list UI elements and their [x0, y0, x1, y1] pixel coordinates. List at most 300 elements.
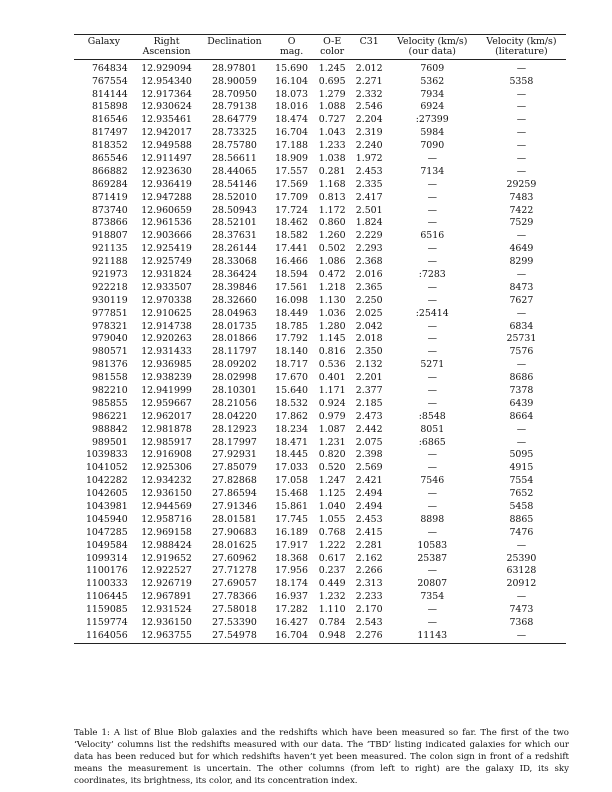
table-cell: 989501: [91, 436, 128, 448]
table-cell: 17.058: [275, 475, 308, 487]
table-cell: 2.313: [355, 578, 383, 590]
table-cell: 25731: [506, 333, 537, 345]
column-header: Declination: [199, 35, 269, 48]
table-cell: 15.468: [275, 488, 308, 500]
table-cell: 18.582: [275, 230, 308, 242]
table-cell: 16.189: [275, 526, 308, 538]
table-row: [74, 60, 566, 75]
table-row: [74, 269, 566, 282]
table-cell: 12.963755: [134, 630, 200, 644]
table-cell: —: [516, 127, 527, 139]
table-cell: 12.922527: [141, 565, 192, 577]
table-row: [74, 282, 566, 295]
table-cell: 918807: [91, 230, 128, 242]
table-cell: 985855: [91, 397, 128, 409]
table-cell: 28.52101: [212, 217, 257, 229]
table-row: [74, 320, 566, 333]
table-row: [74, 191, 566, 204]
table-row: [74, 359, 566, 372]
table-header: [74, 35, 566, 60]
table-cell: 1.280: [318, 320, 346, 332]
table-cell: 1.087: [318, 423, 346, 435]
table-cell: 2.543: [355, 617, 383, 629]
table-cell: 12.923630: [141, 165, 192, 177]
table-cell: 28.56611: [212, 152, 257, 164]
table-cell: 2.018: [355, 333, 383, 345]
table-cell: 2.271: [355, 75, 383, 87]
column-header: O-E: [314, 35, 351, 48]
table-cell: —: [516, 62, 527, 74]
table-cell: 18.717: [275, 359, 308, 371]
table-cell: 2.281: [355, 539, 383, 551]
table-cell: 0.237: [318, 565, 346, 577]
table-cell: 12.911497: [141, 152, 192, 164]
table-cell: 17.033: [275, 462, 308, 474]
table-cell: 17.670: [275, 372, 308, 384]
column-subheader: (our data): [388, 47, 477, 60]
table-cell: 28.33068: [212, 256, 257, 268]
table-cell: 2.453: [355, 165, 383, 177]
table-cell: 0.520: [318, 462, 346, 474]
table-cell: 2.132: [355, 359, 383, 371]
table-row: [74, 217, 566, 230]
table-cell: 12.925749: [141, 256, 192, 268]
table-cell: 2.494: [355, 501, 383, 513]
table-cell: 0.727: [318, 114, 346, 126]
table-cell: 7609: [420, 62, 445, 74]
table-cell: 8664: [509, 410, 534, 422]
table-row: [74, 127, 566, 140]
table-cell: 2.075: [355, 436, 383, 448]
table-row: [74, 101, 566, 114]
table-cell: —: [516, 359, 527, 371]
table-cell: 17.282: [275, 604, 308, 616]
table-cell: —: [516, 307, 527, 319]
table-cell: 979040: [91, 333, 128, 345]
table-cell: 1.172: [318, 204, 346, 216]
table-row: [74, 140, 566, 153]
table-cell: 17.862: [275, 410, 308, 422]
column-subheader: mag.: [269, 47, 313, 60]
table-cell: 7652: [509, 488, 534, 500]
table-cell: 10583: [417, 539, 448, 551]
table-cell: 12.942017: [141, 127, 192, 139]
table-cell: 1.233: [318, 140, 346, 152]
table-cell: 18.016: [275, 101, 308, 113]
table-cell: 28.02998: [212, 372, 257, 384]
table-cell: 20912: [506, 578, 537, 590]
column-subheader: color: [314, 47, 351, 60]
table-row: [74, 398, 566, 411]
table-cell: 2.042: [355, 320, 383, 332]
table-row: [74, 423, 566, 436]
table-cell: 16.104: [275, 75, 308, 87]
table-cell: 1106445: [85, 591, 128, 603]
table-cell: 12.949588: [141, 140, 192, 152]
table-row: [74, 204, 566, 217]
table-cell: —: [427, 217, 437, 229]
table-cell: —: [427, 488, 437, 500]
table-cell: 2.276: [351, 630, 388, 644]
table-cell: —: [516, 165, 527, 177]
table-cell: 1042282: [85, 475, 128, 487]
table-cell: 7554: [509, 475, 534, 487]
table-row: [74, 256, 566, 269]
table-row: [74, 514, 566, 527]
table-cell: 0.281: [318, 165, 346, 177]
table-cell: 20807: [417, 578, 448, 590]
table-cell: 2.417: [355, 191, 383, 203]
table-row: [74, 501, 566, 514]
table-cell: 1.222: [318, 539, 346, 551]
table-cell: 986221: [91, 410, 128, 422]
table-cell: 7354: [420, 591, 445, 603]
table-cell: 28.50943: [212, 204, 257, 216]
table-cell: 7529: [509, 217, 534, 229]
table-cell: 2.453: [355, 513, 383, 525]
table-cell: —: [516, 152, 527, 164]
table-cell: 17.709: [275, 191, 308, 203]
table-cell: 27.85079: [212, 462, 257, 474]
table-cell: 1.130: [318, 294, 346, 306]
table-cell: 1045940: [85, 513, 128, 525]
table-cell: 0.924: [318, 397, 346, 409]
table-cell: 2.501: [355, 204, 383, 216]
table-body: [74, 60, 566, 644]
table-row: [74, 630, 566, 644]
table-cell: 27.60962: [212, 552, 257, 564]
table-cell: 0.502: [318, 243, 346, 255]
table-cell: —: [516, 423, 527, 435]
table-cell: 29259: [506, 178, 537, 190]
table-cell: 2.319: [355, 127, 383, 139]
table-row: [74, 526, 566, 539]
table-cell: 4649: [509, 243, 534, 255]
table-cell: 16.466: [275, 256, 308, 268]
table-cell: 2.162: [355, 552, 383, 564]
table-cell: 7473: [509, 604, 534, 616]
table-cell: 2.229: [355, 230, 383, 242]
table-cell: 18.594: [275, 269, 308, 280]
table-cell: 1159774: [85, 617, 128, 629]
table-cell: 1039833: [85, 449, 128, 461]
table-cell: 1042605: [85, 488, 128, 500]
table-cell: 5458: [509, 501, 534, 513]
table-cell: 12.938239: [141, 372, 192, 384]
table-cell: 12.960659: [141, 204, 192, 216]
table-row: [74, 178, 566, 191]
table-cell: 8051: [420, 423, 445, 435]
table-cell: 28.97801: [212, 62, 257, 74]
table-cell: 982210: [91, 385, 128, 397]
table-cell: 2.012: [355, 62, 383, 74]
column-subheader: [199, 47, 269, 60]
column-header: Velocity (km/s): [477, 35, 566, 48]
table-cell: 17.441: [275, 243, 308, 255]
table-cell: 12.961536: [141, 217, 192, 229]
table-cell: 28.26144: [212, 243, 257, 255]
table-row: [74, 294, 566, 307]
table-cell: 28.36424: [212, 269, 257, 280]
table-cell: 17.917: [275, 539, 308, 551]
table-cell: 11143: [388, 630, 477, 644]
table-row: [74, 410, 566, 423]
table-cell: 12.954340: [141, 75, 192, 87]
table-cell: 27.90683: [212, 526, 257, 538]
table-cell: —: [427, 178, 437, 190]
table-cell: 18.234: [275, 423, 308, 435]
table-cell: 12.930624: [141, 101, 192, 113]
table-cell: —: [516, 101, 527, 113]
table-row: [74, 488, 566, 501]
table-row: [74, 565, 566, 578]
table-cell: 1.145: [318, 333, 346, 345]
table-row: [74, 462, 566, 475]
table-cell: 0.820: [318, 449, 346, 461]
table-cell: 17.557: [275, 165, 308, 177]
table-cell: 12.936419: [141, 178, 192, 190]
table-cell: 12.936985: [141, 359, 192, 371]
table-cell: 921188: [91, 256, 128, 268]
table-cell: 12.947288: [141, 191, 192, 203]
table-cell: 977851: [91, 307, 128, 319]
table-cell: 1100176: [85, 565, 128, 577]
table-cell: 12.917364: [141, 88, 192, 100]
table-row: [74, 333, 566, 346]
table-cell: —: [427, 333, 437, 345]
table-row: [74, 552, 566, 565]
table-cell: 7378: [509, 385, 534, 397]
table-cell: 2.421: [355, 475, 383, 487]
table-cell: 1.260: [318, 230, 346, 242]
table-cell: 0.449: [318, 578, 346, 590]
table-cell: 8299: [509, 256, 534, 268]
table-cell: 17.569: [275, 178, 308, 190]
table-cell: 818352: [91, 140, 128, 152]
table-cell: 4915: [509, 462, 534, 474]
table-cell: 0.860: [318, 217, 346, 229]
table-cell: 18.909: [275, 152, 308, 164]
table-cell: 28.54146: [212, 178, 257, 190]
table-cell: 12.959667: [141, 397, 192, 409]
table-cell: 6516: [420, 230, 445, 242]
table-cell: 988842: [91, 423, 128, 435]
table-cell: 5358: [509, 75, 534, 87]
table-cell: 1.824: [355, 217, 383, 229]
table-cell: 12.985917: [141, 436, 192, 448]
table-cell: —: [427, 565, 437, 577]
table-cell: 2.266: [355, 565, 383, 577]
table-row: [74, 307, 566, 320]
table-cell: 27.91346: [212, 501, 257, 513]
table-cell: 16.704: [269, 630, 313, 644]
table-cell: 922218: [91, 281, 128, 293]
table-cell: 873740: [91, 204, 128, 216]
table-cell: 27.58018: [212, 604, 257, 616]
table-cell: —: [516, 591, 527, 603]
table-cell: 18.532: [275, 397, 308, 409]
table-cell: 1.036: [318, 307, 346, 319]
table-cell: 2.442: [355, 423, 383, 435]
table-cell: 18.140: [275, 346, 308, 358]
table-cell: 7090: [420, 140, 445, 152]
table-cell: 18.445: [275, 449, 308, 461]
table-cell: 1164056: [74, 630, 134, 644]
table-row: [74, 436, 566, 449]
table-cell: 2.398: [355, 449, 383, 461]
table-cell: 2.201: [355, 372, 383, 384]
table-cell: —: [427, 462, 437, 474]
table-cell: 1.231: [318, 436, 346, 448]
table-cell: 0.472: [318, 269, 346, 280]
table-row: [74, 372, 566, 385]
table-cell: :8548: [418, 410, 446, 422]
table-cell: 7576: [509, 346, 534, 358]
table-cell: 18.174: [275, 578, 308, 590]
table-cell: 28.79138: [212, 101, 257, 113]
table-cell: 27.92931: [212, 449, 257, 461]
table-cell: 8686: [509, 372, 534, 384]
table-cell: 1.086: [318, 256, 346, 268]
table-cell: 1100333: [85, 578, 128, 590]
table-cell: —: [427, 152, 437, 164]
table-row: [74, 114, 566, 127]
table-cell: 871419: [91, 191, 128, 203]
table-cell: 2.332: [355, 88, 383, 100]
table-cell: 0.813: [318, 191, 346, 203]
table-cell: —: [427, 281, 437, 293]
table-cell: —: [427, 294, 437, 306]
table-cell: 5095: [509, 449, 534, 461]
column-header: C31: [351, 35, 388, 48]
table-cell: 12.926719: [141, 578, 192, 590]
table-cell: 18.449: [275, 307, 308, 319]
table-cell: 2.350: [355, 346, 383, 358]
table-cell: 12.941999: [141, 385, 192, 397]
table-row: [74, 475, 566, 488]
table-row: [74, 591, 566, 604]
table-cell: 2.546: [355, 101, 383, 113]
table-cell: 28.52010: [212, 191, 257, 203]
table-cell: —: [427, 449, 437, 461]
table-cell: 28.90059: [212, 75, 257, 87]
table-cell: 27.71278: [212, 565, 257, 577]
table-cell: 16.937: [275, 591, 308, 603]
table-row: [74, 166, 566, 179]
table-cell: 27.54978: [199, 630, 269, 644]
table-cell: 1.972: [355, 152, 383, 164]
column-subheader: [74, 47, 134, 60]
table-cell: 16.427: [275, 617, 308, 629]
table-cell: —: [427, 320, 437, 332]
table-row: [74, 88, 566, 101]
table-cell: 869284: [91, 178, 128, 190]
table-cell: 12.931524: [141, 604, 192, 616]
table-cell: 2.494: [355, 488, 383, 500]
table-cell: 2.365: [355, 281, 383, 293]
table-cell: 16.098: [275, 294, 308, 306]
table-cell: 12.988424: [141, 539, 192, 551]
table-cell: 8898: [420, 513, 445, 525]
table-cell: 17.188: [275, 140, 308, 152]
table-cell: 12.935461: [141, 114, 192, 126]
table-row: [74, 604, 566, 617]
table-cell: —: [427, 243, 437, 255]
table-cell: 27.78366: [212, 591, 257, 603]
table-cell: 12.970338: [141, 294, 192, 306]
table-cell: 12.919652: [141, 552, 192, 564]
table-cell: :6865: [418, 436, 446, 448]
table-cell: 18.785: [275, 320, 308, 332]
table-cell: 28.12923: [212, 423, 257, 435]
table-cell: 2.204: [355, 114, 383, 126]
table-cell: 28.11797: [212, 346, 257, 358]
table-cell: 1.279: [318, 88, 346, 100]
table-cell: 28.01581: [212, 513, 257, 525]
column-subheader: (literature): [477, 47, 566, 60]
table-cell: 980571: [91, 346, 128, 358]
table-cell: 7476: [509, 526, 534, 538]
table-cell: 2.240: [355, 140, 383, 152]
table-cell: 1041052: [85, 462, 128, 474]
table-row: [74, 230, 566, 243]
table-cell: 2.473: [355, 410, 383, 422]
table-cell: 28.32660: [212, 294, 257, 306]
table-cell: 25390: [506, 552, 537, 564]
table-cell: —: [516, 140, 527, 152]
table-cell: 764834: [91, 62, 128, 74]
table-cell: —: [516, 230, 527, 242]
table-cell: 28.44065: [212, 165, 257, 177]
table-cell: 2.250: [355, 294, 383, 306]
table-cell: 1.040: [318, 501, 346, 513]
table-cell: 0.536: [318, 359, 346, 371]
table-cell: 15.640: [275, 385, 308, 397]
table-cell: 18.073: [275, 88, 308, 100]
table-cell: 28.10301: [212, 385, 257, 397]
table-cell: 1.171: [318, 385, 346, 397]
table-cell: 27.53390: [212, 617, 257, 629]
table-cell: :25414: [415, 307, 449, 319]
table-cell: 2.233: [355, 591, 383, 603]
table-cell: 1.088: [318, 101, 346, 113]
table-cell: 815898: [91, 101, 128, 113]
table-cell: 866882: [91, 165, 128, 177]
column-header: Galaxy: [74, 35, 134, 48]
table-cell: 7627: [509, 294, 534, 306]
table-cell: :27399: [415, 114, 449, 126]
table-cell: 0.948: [314, 630, 351, 644]
table-cell: —: [516, 539, 527, 551]
table-row: [74, 153, 566, 166]
table-row: [74, 385, 566, 398]
table-cell: 15.861: [275, 501, 308, 513]
table-cell: 921973: [91, 269, 128, 280]
table-cell: 7934: [420, 88, 445, 100]
table-cell: 930119: [91, 294, 128, 306]
table-cell: 2.185: [355, 397, 383, 409]
table-cell: 28.37631: [212, 230, 257, 242]
table-cell: 18.462: [275, 217, 308, 229]
table-row: [74, 243, 566, 256]
table-cell: 28.09202: [212, 359, 257, 371]
table-cell: —: [477, 630, 566, 644]
table-cell: 27.69057: [212, 578, 257, 590]
table-row: [74, 578, 566, 591]
table-cell: 12.958716: [141, 513, 192, 525]
table-cell: 28.73325: [212, 127, 257, 139]
table-cell: 12.903666: [141, 230, 192, 242]
